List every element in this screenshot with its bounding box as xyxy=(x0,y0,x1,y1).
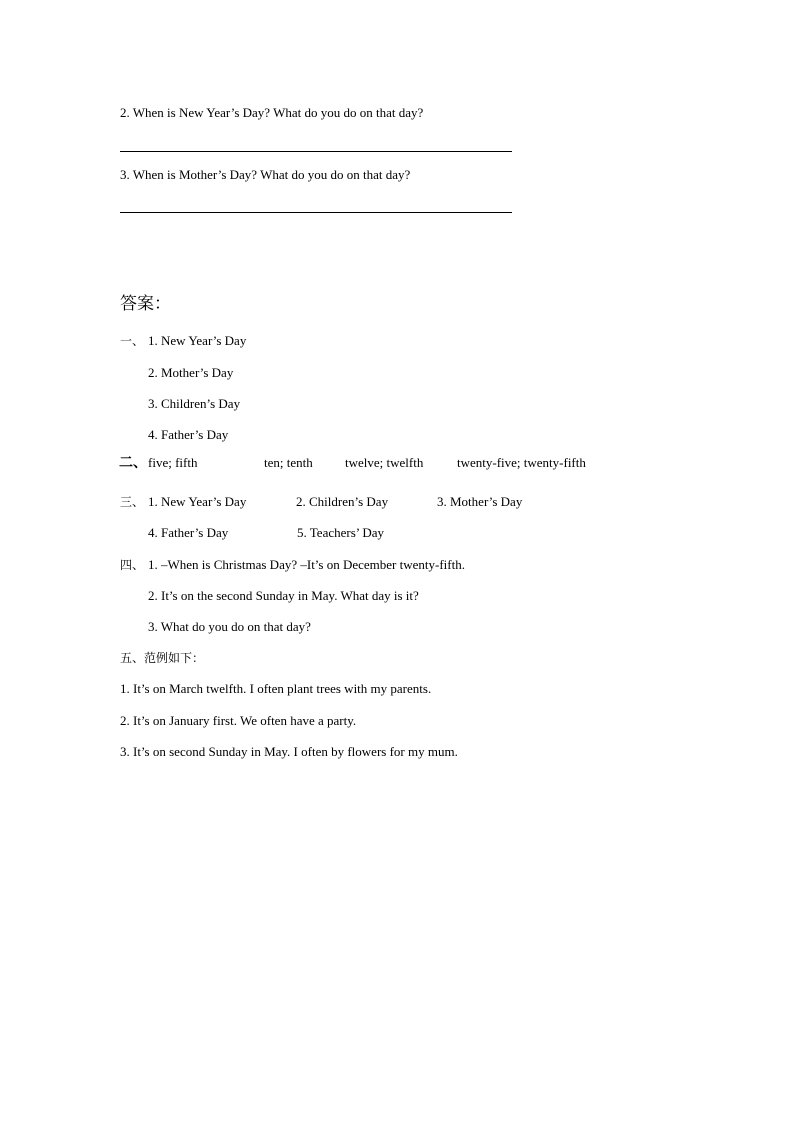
answer-line-2 xyxy=(120,151,512,152)
section-2-item: twelve; twelfth xyxy=(345,455,424,470)
question-3: 3. When is Mother’s Day? What do you do on that day? xyxy=(120,167,411,182)
section-5-title: 五、范例如下： xyxy=(120,651,205,665)
section-1-item: 1. New Year’s Day xyxy=(148,333,247,348)
answer-line-3 xyxy=(120,212,512,213)
section-3-item: 4. Father’s Day xyxy=(148,525,229,540)
section-1-item: 4. Father’s Day xyxy=(148,427,229,442)
section-5-item: 1. It’s on March twelfth. I often plant trees with my parents. xyxy=(120,681,432,696)
section-3-item: 3. Mother’s Day xyxy=(437,494,523,509)
section-1-marker: 一、 xyxy=(120,334,145,348)
section-2-marker: 二、 xyxy=(119,455,147,471)
section-3-marker: 三、 xyxy=(120,495,145,509)
section-2-item: ten; tenth xyxy=(264,455,313,470)
section-4-item: 2. It’s on the second Sunday in May. What day is it? xyxy=(148,588,419,603)
section-3-item: 5. Teachers’ Day xyxy=(297,525,385,540)
section-2-item: twenty-five; twenty-fifth xyxy=(457,455,586,470)
section-5-item: 3. It’s on second Sunday in May. I often by flowers for my mum. xyxy=(120,744,458,759)
section-1-item: 2. Mother’s Day xyxy=(148,365,234,380)
section-3-item: 1. New Year’s Day xyxy=(148,494,247,509)
section-3-item: 2. Children’s Day xyxy=(296,494,389,509)
section-4-item: 1. –When is Christmas Day? –It’s on December twenty-fifth. xyxy=(148,557,465,572)
section-4-marker: 四、 xyxy=(120,558,145,572)
section-2-item: five; fifth xyxy=(148,455,198,470)
section-4-item: 3. What do you do on that day? xyxy=(148,619,311,634)
question-2: 2. When is New Year’s Day? What do you do on that day? xyxy=(120,105,424,120)
answers-heading: 答案： xyxy=(120,294,171,314)
section-1-item: 3. Children’s Day xyxy=(148,396,241,411)
section-5-item: 2. It’s on January first. We often have a party. xyxy=(120,713,357,728)
